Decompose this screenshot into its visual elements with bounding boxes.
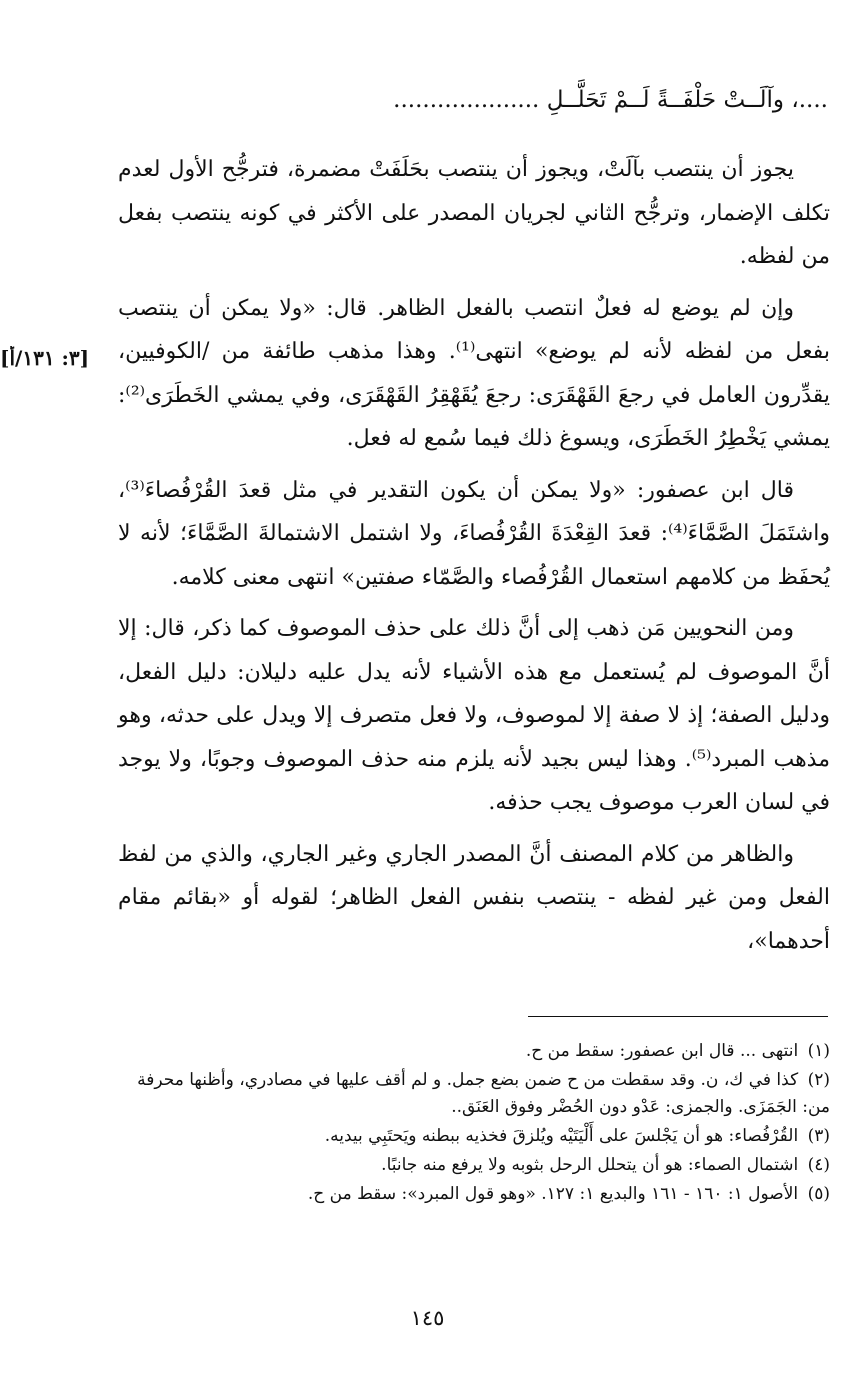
footnote-text: انتهى ... قال ابن عصفور: سقط من ح. [525,1041,799,1061]
footnote-number: (٥) [807,1184,830,1204]
paragraph: قال ابن عصفور: «ولا يمكن أن يكون التقدير في مثل قعدَ القُرْفُصاءَ⁽³⁾، واشتَمَلَ الصَّمَّاءَ⁽⁴⁾: قعدَ القِعْدَةَ القُرْفُصاءَ، ولا اشتمل الاشتمالةَ الصَّمَّاءَ؛ لأنه لا يُحفَظ من كلامهم استعمال القُرْفُصاء والصَّمّاء صفتين» انتهى معنى كلامه. [118,477,830,590]
footnote-text: اشتمال الصماء: هو أن يتحلل الرحل بثوبه ولا يرفع منه جانبًا. [381,1155,799,1175]
footnote-number: (٢) [807,1070,830,1090]
footnotes [120,1038,830,1210]
footnote [120,1123,830,1150]
footnote [120,1152,830,1179]
footnote-number: (٤) [807,1155,830,1175]
footnote-number: (١) [807,1041,830,1061]
paragraph: وإن لم يوضع له فعلٌ انتصب بالفعل الظاهر. قال: «ولا يمكن أن ينتصب بفعل من لفظه لأنه لم يوضع» انتهى⁽¹⁾. وهذا مذهب طائفة من /الكوفيين، يقدِّرون العامل في رجعَ القَهْقَرَى: رجعَ يُقَهْقِرُ القَهْقَرَى، وفي يمشي الخَطَرَى⁽²⁾: يمشي يَخْطِرُ الخَطَرَى، ويسوغ ذلك فيما سُمع له فعل. [118,295,831,451]
verse-ellipsis: .................... [393,87,540,113]
main-text [118,148,830,971]
paragraph: يجوز أن ينتصب بآلَتْ، ويجوز أن ينتصب بحَلَفَتْ مضمرة، فترجُّح الأول لعدم تكلف الإضمار، وترجُّح الثاني لجريان المصدر على الأكثر في كونه ينتصب بفعل من لفظه. [118,157,830,269]
footnote-text: الأصول ١: ١٦٠ - ١٦١ والبديع ١: ١٢٧. «وهو قول المبرد»: سقط من ح. [307,1184,799,1204]
verse-line [118,80,828,120]
margin-reference: [٣: ١٣١/أ] [0,346,90,370]
verse-text: ....، وآلَــتْ حَلْفَــةً لَــمْ تَحَلَّــلِ [546,87,828,113]
paragraph: ومن النحويين مَن ذهب إلى أنَّ ذلك على حذف الموصوف كما ذكر، قال: إلا أنَّ الموصوف لم يُستعمل مع هذه الأشياء لأنه يدل عليه دليلان: دليل الفعل، ودليل الصفة؛ إذ لا صفة إلا لموصوف، ولا فعل متصرف إلا ويدل على حدثه، وهو مذهب المبرد⁽⁵⁾. وهذا ليس بجيد لأنه يلزم منه حذف الموصوف وجوبًا، ولا يوجد في لسان العرب موصوف يجب حذفه. [118,616,831,815]
footnote [120,1181,830,1208]
footnote-text: القُرْفُصاء: هو أن يَجْلسَ على أَلْيَتَيْه ويُلزقَ فخذيه ببطنه ويَحتَبِي بيديه. [324,1126,799,1146]
paragraph: والظاهر من كلام المصنف أنَّ المصدر الجاري وغير الجاري، والذي من لفظ الفعل ومن غير لفظه - ينتصب بنفس الفعل الظاهر؛ لقوله أو «بقائم مقام أحدهما»، [118,841,830,954]
footnote-text: كذا في ك، ن. وقد سقطت من ح ضمن بضع جمل. و لم أقف عليها في مصادري، وأظنها محرفة من: الجَمَزَى. والجمزى: عَدْو دون الحُضْر وفوق العَنَق.. [137,1070,830,1117]
footnote [120,1038,830,1065]
footnote [120,1067,830,1121]
footnote-divider [528,1016,828,1017]
page-number: ١٤٥ [410,1306,445,1330]
footnote-number: (٣) [807,1126,830,1146]
